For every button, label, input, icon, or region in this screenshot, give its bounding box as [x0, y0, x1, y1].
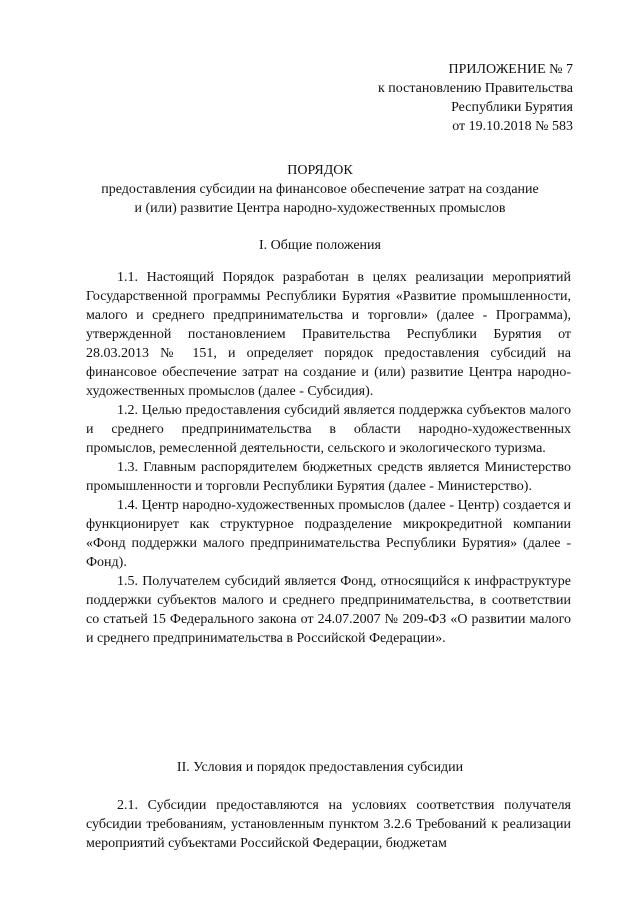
appendix-date: от 19.10.2018 № 583	[452, 119, 573, 134]
section1-body	[86, 268, 571, 648]
appendix-resolution: к постановлению Правительства	[377, 81, 573, 96]
section2-heading: II. Условия и порядок предоставления субсидии	[176, 760, 464, 775]
paragraph-1-5: 1.5. Получателем субсидий является Фонд, относящийся к инфраструктуре поддержки субъектов малого и среднего предпринимательства, в соответствии со статьей 15 Федерального закона от 24.07.2007 № 209-ФЗ «О развитии малого и среднего предпринимательства в Российской Федерации».	[86, 574, 571, 646]
document-title	[100, 161, 540, 218]
appendix-block	[378, 60, 573, 136]
title-subtitle-line2: и (или) развитие Центра народно-художественных промыслов	[134, 201, 506, 216]
paragraph-1-3: 1.3. Главным распорядителем бюджетных средств является Министерство промышленности и торговли Республики Бурятия (далее - Министерство).	[86, 460, 571, 494]
section2-body	[86, 796, 571, 853]
paragraph-1-1: 1.1. Настоящий Порядок разработан в целях реализации мероприятий Государственной программы Республики Бурятия «Развитие промышленности, малого и среднего предпринимательства и торговли» (далее - Программа), утвержденной постановлением Правительства Республики Бурятия от 28.03.2013 № 151, и определяет порядок предоставления субсидий на финансовое обеспечение затрат на создание и (или) развитие Центра народно-художественных промыслов (далее - Субсидия).	[86, 270, 571, 399]
section1-heading: I. Общие положения	[259, 238, 381, 253]
paragraph-2-1: 2.1. Субсидии предоставляются на условиях соответствия получателя субсидии требованиям, установленным пунктом 3.2.6 Требований к реализации мероприятий субъектами Российской Федерации, бюджетам	[86, 798, 571, 851]
paragraph-1-4: 1.4. Центр народно-художественных промыслов (далее - Центр) создается и функционирует как структурное подразделение микрокредитной компании «Фонд поддержки малого предпринимательства Республики Бурятия» (далее - Фонд).	[86, 498, 571, 570]
appendix-region: Республики Бурятия	[451, 100, 573, 115]
title-subtitle-line1: предоставления субсидии на финансовое обеспечение затрат на создание	[101, 182, 539, 197]
appendix-number: ПРИЛОЖЕНИЕ № 7	[448, 62, 573, 77]
paragraph-1-2: 1.2. Целью предоставления субсидий является поддержка субъектов малого и среднего предпринимательства в области народно-художественных промыслов, ремесленной деятельности, сельского и экологического туризма.	[86, 403, 571, 456]
title-main: ПОРЯДОК	[287, 163, 353, 178]
